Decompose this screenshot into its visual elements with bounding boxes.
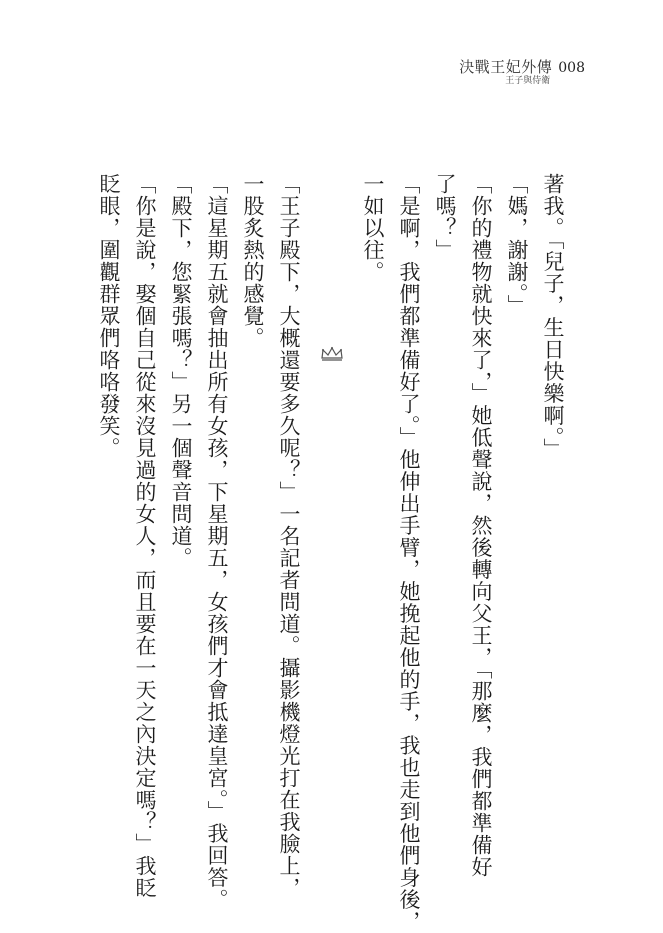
text-column: 「王子殿下，大概還要多久呢？」一名記者問道。攝影機燈光打在我臉上， <box>277 173 301 899</box>
text-column: 一如以往。 <box>361 173 385 283</box>
vertical-text-block <box>91 173 571 933</box>
book-title: 決戰王妃外傳 <box>459 58 553 76</box>
text-column: 著我。「兒子，生日快樂啊。」 <box>541 173 565 460</box>
text-column: 眨眼，圍觀群眾們咯咯發笑。 <box>97 173 121 459</box>
running-head <box>459 58 585 87</box>
text-column: 一股炙熱的感覺。 <box>241 173 265 349</box>
text-column: 「你是說，娶個自己從來沒見過的女人，而且要在一天之內決定嗎？」我眨 <box>133 173 157 899</box>
text-column: 「殿下，您緊張嗎？」另一個聲音問道。 <box>169 173 193 569</box>
text-column: 了嗎？」 <box>433 173 457 261</box>
book-subtitle: 王子與侍衛 <box>505 76 551 86</box>
text-column: 「是啊，我們都準備好了。」他伸出手臂，她挽起他的手，我也走到他們身後， <box>397 173 421 933</box>
running-head-titles <box>459 58 552 87</box>
text-column: 「媽，謝謝。」 <box>505 173 529 317</box>
text-column: 「你的禮物就快來了，」她低聲說，然後轉向父王，「那麼，我們都準備好 <box>469 173 493 878</box>
page-number: 008 <box>558 60 585 76</box>
crown-ornament-icon <box>320 346 344 362</box>
text-column: 「這星期五就會抽出所有女孩，下星期五，女孩們才會抵達皇宮。」我回答。 <box>205 173 229 911</box>
